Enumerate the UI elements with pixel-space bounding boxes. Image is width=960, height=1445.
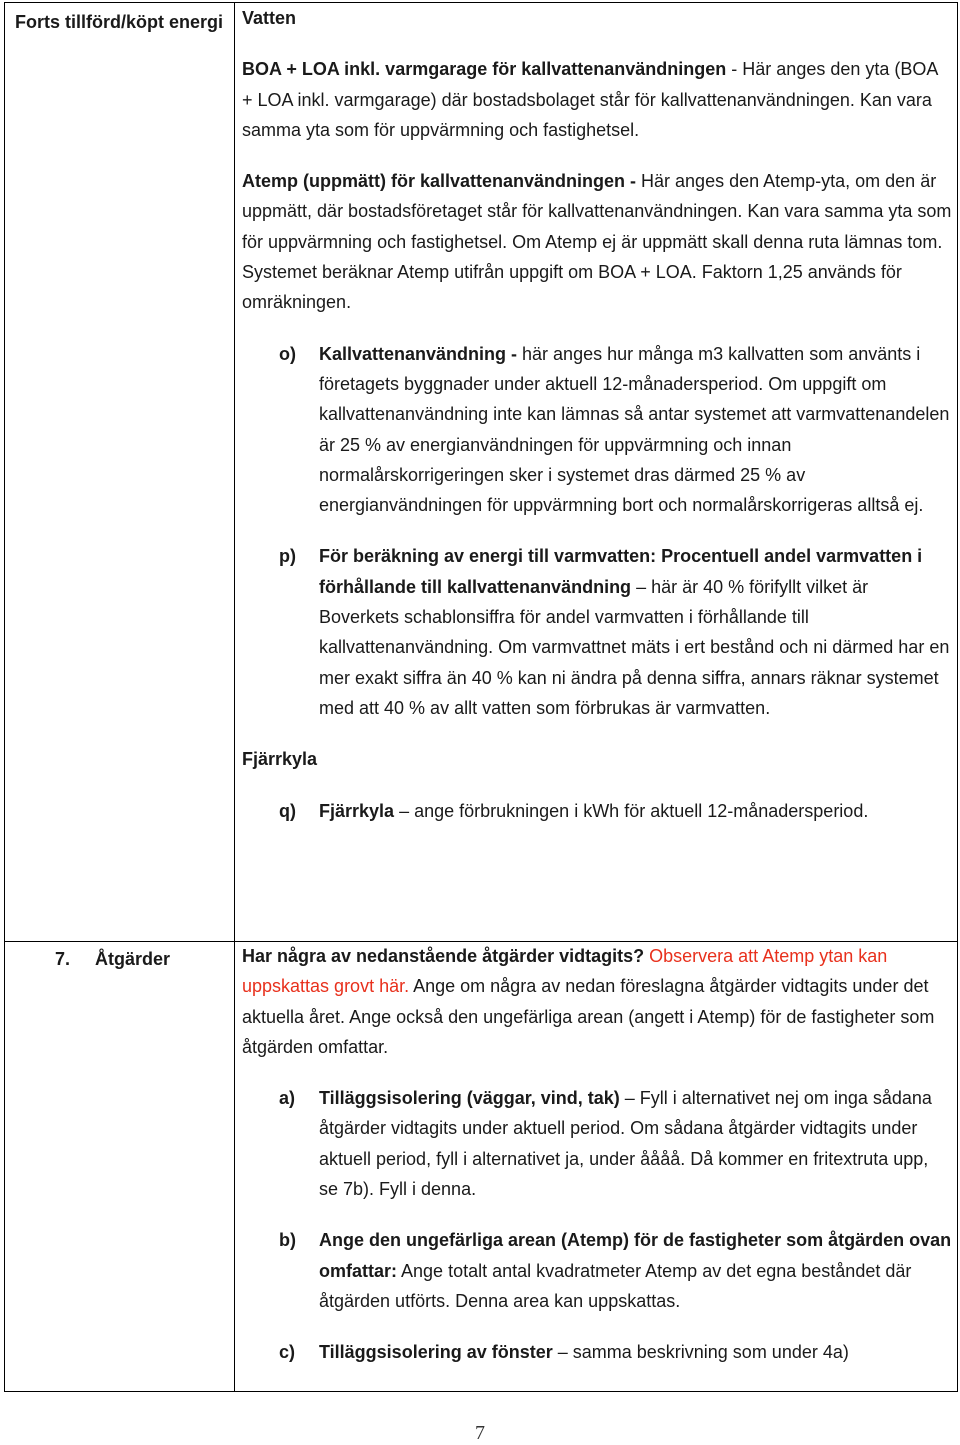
content-table (4, 2, 958, 1392)
list-item-b: b) Ange den ungefärliga arean (Atemp) för de fastigheter som åtgärden ovan omfattar: Ange totalt antal kvadratmeter Atemp av det egna beståndet där åtgärden utförts. Denna area kan uppskattas. (279, 1230, 952, 1311)
warning-text: Observera att Atemp ytan kan uppskattas grovt här. (242, 946, 888, 997)
row-content-water (242, 3, 952, 826)
paragraph-boa: BOA + LOA inkl. varmgarage för kallvattenanvändningen - Här anges den yta (BOA + LOA inkl. varmgarage) där bostadsbolaget står för kallvattenanvändningen. Kan vara samma yta som för uppvärmning och fastighetsel. (242, 59, 938, 140)
list-item-o: o) Kallvattenanvändning - här anges hur många m3 kallvatten som använts i företagets byggnader under aktuell 12-månadersperiod. Om uppgift om kallvattenanvändning inte kan lämnas så antar systemet att varmvattenandelen är 25 % av energianvändningen för uppvärmning och innan normalårskorrigeringen sker i systemet dras därmed 25 % av energianvändningen för uppvärmning bort och normalårskorrigeras alltså ej. (279, 343, 950, 516)
section-number: 7. (55, 949, 71, 969)
column-divider (234, 3, 235, 1391)
heading-vatten: Vatten (242, 8, 297, 28)
row-label-energy: Forts tillförd/köpt energi (15, 12, 224, 32)
list-item-p: p) För beräkning av energi till varmvatten: Procentuell andel varmvatten i förhållande till kallvattenanvändning – här är 40 % förifyllt vilket är Boverkets schablonsiffra för andel varmvatten i förhållande till kallvattenanvändning. Om varmvattnet mäts i ert bestånd och ni därmed har en mer exakt siffra än 40 % kan ni ändra på denna siffra, annars räknar systemet med att 40 % av allt vatten som förbrukas är varmvatten. (279, 546, 950, 718)
paragraph-atemp: Atemp (uppmätt) för kallvattenanvändningen - Här anges den Atemp-yta, om den är uppmätt, där bostadsföretaget står för kallvattenanvändningen. Kan vara samma yta som för uppvärmning och fastighetsel. Om Atemp ej är uppmätt skall denna ruta lämnas tom. Systemet beräknar Atemp utifrån uppgift om BOA + LOA. Faktorn 1,25 används för omräkningen. (242, 171, 952, 313)
row-label-atgarder (55, 944, 230, 974)
list-item-c: c) Tilläggsisolering av fönster – samma beskrivning som under 4a) (279, 1342, 849, 1363)
row-content-atgarder (242, 941, 952, 1368)
heading-fjarrkyla: Fjärrkyla (242, 749, 318, 770)
list-item-a: a) Tilläggsisolering (väggar, vind, tak) – Fyll i alternativet nej om inga sådana åtgärder vidtagits under aktuell period. Om sådana åtgärder vidtagits under aktuell period, fyll i alternativet ja, under åååå. Då kommer en fritextruta upp, se 7b). Fyll i denna. (279, 1088, 932, 1200)
section-label: Åtgärder (95, 949, 171, 969)
list-item-q: q) Fjärrkyla – ange förbrukningen i kWh för aktuell 12-månadersperiod. (279, 800, 869, 821)
paragraph-intro: Har några av nedanstående åtgärder vidtagits? Observera att Atemp ytan kan uppskattas grovt här. Ange om några av nedan föreslagna åtgärder vidtagits under det aktuella året. Ange också den ungefärliga arean (angett i Atemp) för de fastigheter som åtgärden omfattar. (242, 946, 935, 1057)
page-number: 7 (475, 1422, 485, 1444)
